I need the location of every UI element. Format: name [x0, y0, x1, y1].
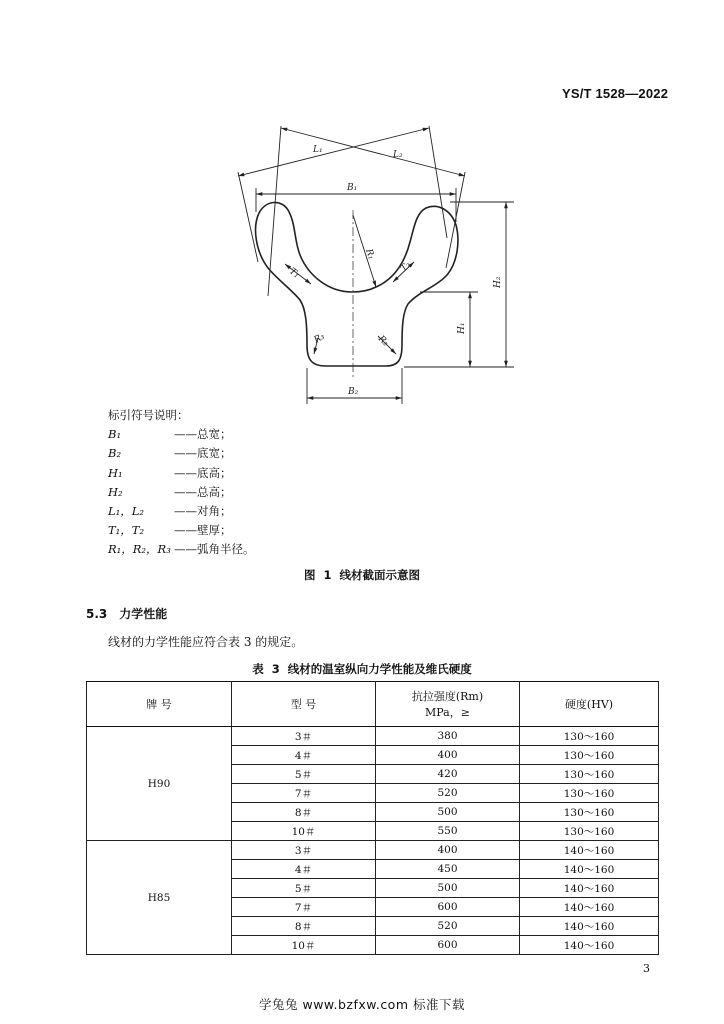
label-T1: T₁	[287, 266, 301, 281]
legend-row	[108, 444, 255, 463]
legend-symbol: H₂	[108, 484, 123, 499]
model-cell: 10＃	[232, 822, 376, 841]
page-number: 3	[643, 962, 650, 975]
footer-watermark[interactable]: 学兔兔 www.bzfxw.com 标准下载	[259, 997, 465, 1012]
figure-labels	[287, 145, 503, 397]
label-R2: R₂	[375, 334, 391, 349]
legend-symbol: B₂	[108, 446, 122, 461]
section-title: 力学性能	[119, 607, 168, 621]
label-H1: H₁	[457, 322, 467, 334]
header-model: 型 号	[232, 682, 376, 727]
hardness-cell: 130～160	[520, 727, 659, 746]
mechanical-properties-table	[86, 681, 659, 955]
model-cell: 7＃	[232, 898, 376, 917]
label-L2: L₂	[393, 150, 403, 160]
legend-desc: ——总宽；	[174, 427, 232, 442]
model-cell: 5＃	[232, 765, 376, 784]
legend-symbol: H₁	[108, 465, 123, 480]
model-cell: 4＃	[232, 860, 376, 879]
legend-desc: ——底高；	[174, 465, 232, 480]
dimension-lines	[238, 126, 514, 404]
legend-desc: ——弧角半径。	[174, 542, 255, 557]
hardness-cell: 140～160	[520, 879, 659, 898]
hardness-cell: 130～160	[520, 765, 659, 784]
model-cell: 7＃	[232, 784, 376, 803]
grade-cell: H85	[87, 841, 232, 955]
strength-cell: 500	[376, 803, 520, 822]
table-row	[87, 727, 659, 746]
legend	[108, 406, 255, 560]
table-header-row	[87, 682, 659, 727]
hardness-cell: 140～160	[520, 860, 659, 879]
legend-row	[108, 540, 255, 559]
legend-desc: ——总高；	[174, 484, 232, 499]
header-hardness: 硬度(HV)	[520, 682, 659, 727]
strength-cell: 550	[376, 822, 520, 841]
legend-desc: ——壁厚；	[174, 523, 232, 538]
legend-desc: ——底宽；	[174, 446, 232, 461]
legend-symbol: L₁，L₂	[108, 504, 144, 519]
legend-row	[108, 483, 255, 502]
label-R3: R₃	[312, 331, 327, 346]
figure-caption: 图 1 线材截面示意图	[303, 568, 420, 582]
strength-cell: 400	[376, 746, 520, 765]
hardness-cell: 140～160	[520, 898, 659, 917]
strength-cell: 420	[376, 765, 520, 784]
model-cell: 5＃	[232, 879, 376, 898]
hardness-cell: 140～160	[520, 841, 659, 860]
label-B2: B₂	[348, 387, 359, 397]
strength-cell: 400	[376, 841, 520, 860]
model-cell: 8＃	[232, 917, 376, 936]
header-strength	[376, 682, 520, 727]
header-strength-line2: MPa，≥	[425, 706, 470, 719]
strength-cell: 520	[376, 917, 520, 936]
strength-cell: 600	[376, 898, 520, 917]
hardness-cell: 130～160	[520, 784, 659, 803]
hardness-cell: 140～160	[520, 917, 659, 936]
standard-number: YS/T 1528—2022	[562, 86, 669, 101]
label-H2: H₂	[493, 276, 503, 288]
strength-cell: 380	[376, 727, 520, 746]
header-strength-line1: 抗拉强度(Rm)	[411, 690, 484, 703]
grade-cell: H90	[87, 727, 232, 841]
model-cell: 4＃	[232, 746, 376, 765]
legend-row	[108, 425, 255, 444]
legend-symbol: R₁，R₂，R₃	[108, 542, 171, 557]
hardness-cell: 130～160	[520, 822, 659, 841]
label-L1: L₁	[313, 145, 323, 155]
strength-cell: 450	[376, 860, 520, 879]
label-R1: R₁	[363, 247, 376, 261]
hardness-cell: 130～160	[520, 803, 659, 822]
legend-row	[108, 464, 255, 483]
cross-section-figure	[0, 0, 724, 410]
model-cell: 10＃	[232, 936, 376, 955]
legend-symbol: T₁，T₂	[108, 523, 145, 538]
table-caption: 表 3 线材的温室纵向力学性能及维氏硬度	[252, 662, 472, 676]
legend-row	[108, 502, 255, 521]
legend-desc: ——对角；	[174, 504, 232, 519]
section-paragraph: 线材的力学性能应符合表 3 的规定。	[108, 635, 304, 649]
label-T2: T₂	[399, 260, 413, 275]
model-cell: 3＃	[232, 841, 376, 860]
header-grade: 牌 号	[87, 682, 232, 727]
legend-symbol: B₁	[108, 427, 122, 442]
legend-row	[108, 521, 255, 540]
label-B1: B₁	[347, 183, 358, 193]
strength-cell: 500	[376, 879, 520, 898]
model-cell: 8＃	[232, 803, 376, 822]
hardness-cell: 130～160	[520, 746, 659, 765]
hardness-cell: 140～160	[520, 936, 659, 955]
strength-cell: 600	[376, 936, 520, 955]
table-row	[87, 841, 659, 860]
legend-title: 标引符号说明：	[108, 408, 189, 422]
section-number: 5.3	[86, 607, 108, 621]
strength-cell: 520	[376, 784, 520, 803]
model-cell: 3＃	[232, 727, 376, 746]
section-heading	[86, 605, 167, 622]
